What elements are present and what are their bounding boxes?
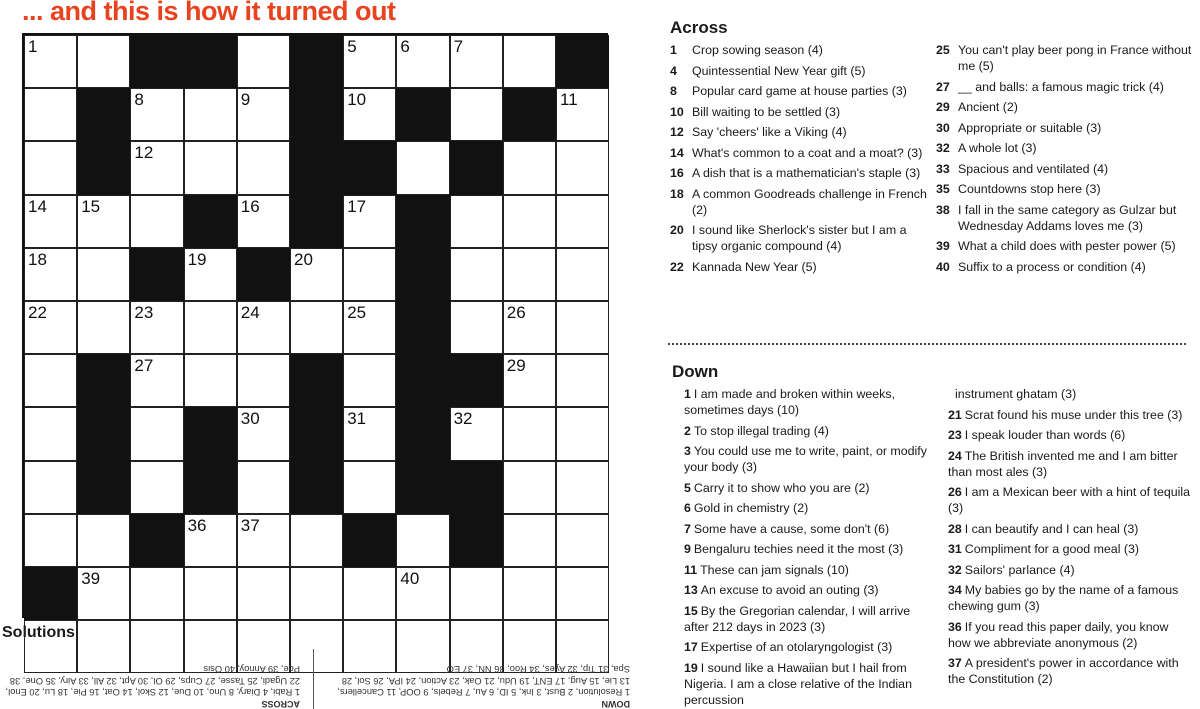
grid-cell-black bbox=[237, 248, 290, 301]
grid-cell[interactable] bbox=[343, 354, 396, 407]
grid-cell[interactable] bbox=[130, 141, 183, 194]
clue-number-label: 35 bbox=[936, 182, 950, 196]
grid-cell[interactable] bbox=[503, 407, 556, 460]
clue-number: 27 bbox=[134, 356, 154, 376]
grid-cell[interactable] bbox=[237, 35, 290, 88]
clue-number: 18 bbox=[28, 249, 47, 269]
grid-cell[interactable] bbox=[503, 35, 556, 88]
solutions-title: Solutions bbox=[2, 624, 75, 641]
grid-cell[interactable] bbox=[556, 407, 609, 460]
clue-number-label: 6 bbox=[684, 501, 691, 515]
crossword-grid bbox=[22, 33, 608, 618]
grid-cell[interactable] bbox=[450, 248, 503, 301]
clue-number-label: 18 bbox=[670, 186, 684, 201]
clue-text: I sound like Sherlock's sister but I am a tipsy organic compound (4) bbox=[692, 223, 907, 253]
clue-number: 29 bbox=[506, 356, 526, 376]
grid-cell[interactable] bbox=[77, 195, 130, 248]
grid-cell-black bbox=[290, 195, 343, 248]
clue-text: Popular card game at house parties (3) bbox=[692, 84, 907, 98]
clue-number-label: 20 bbox=[670, 223, 684, 237]
clue-text: You can't play beer pong in France without me (5) bbox=[958, 43, 1192, 73]
grid-cell[interactable] bbox=[556, 195, 609, 248]
grid-cell[interactable] bbox=[396, 35, 449, 88]
grid-cell[interactable] bbox=[503, 248, 556, 301]
clue-item bbox=[936, 202, 1192, 234]
grid-cell[interactable] bbox=[130, 407, 183, 460]
clue-item bbox=[936, 427, 1192, 443]
clue-number-label: 10 bbox=[670, 104, 684, 119]
grid-cell[interactable] bbox=[450, 88, 503, 141]
grid-cell[interactable] bbox=[343, 301, 396, 354]
grid-cell[interactable] bbox=[450, 301, 503, 354]
down-title: Down bbox=[672, 362, 719, 381]
grid-cell[interactable] bbox=[343, 407, 396, 460]
clue-text: instrument ghatam (3) bbox=[955, 387, 1077, 401]
clue-number-label: 13 bbox=[684, 583, 698, 597]
clue-number: 17 bbox=[347, 196, 367, 216]
clue-number: 39 bbox=[81, 569, 101, 588]
clue-text: Say 'cheers' like a Viking (4) bbox=[692, 125, 847, 139]
clue-text: If you read this paper daily, you know how we abbreviate anonymous (2) bbox=[948, 619, 1169, 650]
clue-number-label: 37 bbox=[948, 656, 962, 670]
grid-cell-black bbox=[450, 514, 503, 567]
clue-number: 40 bbox=[400, 569, 420, 588]
grid-cell[interactable] bbox=[343, 461, 396, 514]
clue-text: Bill waiting to be settled (3) bbox=[692, 104, 841, 119]
clue-text: I am a Mexican beer with a hint of tequila (3) bbox=[948, 485, 1191, 515]
solutions-across bbox=[0, 663, 300, 709]
clue-text: Countdowns stop here (3) bbox=[958, 182, 1101, 196]
clue-item bbox=[670, 104, 928, 120]
grid-cell[interactable] bbox=[237, 514, 290, 567]
across-clues-col2 bbox=[936, 42, 1192, 279]
clue-number-label: 32 bbox=[936, 141, 950, 155]
grid-cell[interactable] bbox=[237, 461, 290, 514]
grid-cell[interactable] bbox=[343, 35, 396, 88]
clue-item bbox=[672, 423, 930, 439]
grid-cell-black bbox=[396, 88, 449, 141]
clue-item bbox=[672, 521, 930, 537]
clue-item bbox=[936, 582, 1192, 614]
clue-item bbox=[670, 42, 928, 58]
clue-number-label: 33 bbox=[936, 161, 950, 176]
grid-cell[interactable] bbox=[24, 354, 77, 407]
grid-cell-black bbox=[290, 354, 343, 407]
clue-number-label: 16 bbox=[670, 166, 684, 180]
grid-cell[interactable] bbox=[450, 407, 503, 460]
clue-text: I fall in the same category as Gulzar but Wednesday Addams loves me (3) bbox=[958, 202, 1177, 233]
clue-item bbox=[670, 186, 928, 218]
grid-cell[interactable] bbox=[503, 461, 556, 514]
clue-number-label: 29 bbox=[936, 100, 950, 114]
clue-text: A dish that is a mathematician's staple (3) bbox=[692, 166, 921, 180]
grid-cell[interactable] bbox=[24, 35, 77, 88]
grid-cell[interactable] bbox=[556, 301, 609, 354]
clue-number: 15 bbox=[81, 196, 101, 216]
clue-number-label: 21 bbox=[948, 407, 962, 422]
clue-item bbox=[936, 42, 1192, 74]
clue-number: 32 bbox=[453, 409, 473, 429]
clue-number-label: 22 bbox=[670, 259, 684, 274]
clue-number: 25 bbox=[347, 303, 367, 322]
grid-cell-black bbox=[396, 248, 449, 301]
grid-cell-black bbox=[290, 141, 343, 194]
grid-cell[interactable] bbox=[503, 354, 556, 407]
grid-cell[interactable] bbox=[130, 88, 183, 141]
clue-text: To stop illegal trading (4) bbox=[693, 423, 829, 438]
clue-item bbox=[670, 222, 928, 254]
grid-cell-black bbox=[290, 88, 343, 141]
grid-cell[interactable] bbox=[396, 141, 449, 194]
clue-number: 9 bbox=[240, 90, 251, 110]
clue-text: What's common to a coat and a moat? (3) bbox=[692, 145, 923, 160]
grid-cell[interactable] bbox=[24, 248, 77, 301]
clue-number-label: 38 bbox=[936, 202, 950, 217]
clue-number: 12 bbox=[134, 143, 154, 163]
grid-cell[interactable] bbox=[24, 141, 77, 194]
solutions-upside-down bbox=[0, 644, 630, 709]
clue-item bbox=[936, 521, 1192, 537]
grid-cell[interactable] bbox=[556, 461, 609, 514]
clue-text: I speak louder than words (6) bbox=[964, 428, 1126, 442]
clue-number-label: 2 bbox=[684, 423, 691, 438]
grid-cell[interactable] bbox=[556, 567, 609, 620]
grid-cell-black bbox=[450, 461, 503, 514]
grid-cell[interactable] bbox=[24, 461, 77, 514]
grid-cell-black bbox=[290, 35, 343, 88]
section-divider bbox=[668, 343, 1186, 345]
grid-cell-black bbox=[343, 514, 396, 567]
across-clues-col1 bbox=[670, 42, 928, 279]
clue-text: Quintessential New Year gift (5) bbox=[692, 63, 866, 78]
clue-text: A president's power in accordance with the Constitution (2) bbox=[948, 656, 1179, 686]
clue-text: My babies go by the name of a famous chewing gum (3) bbox=[948, 583, 1179, 613]
solutions-down-text: 1 Resolution, 2 Bust, 3 Ink, 5 ID, 6 Au, 7 Rebels, 9 OOP, 11 Cancellers, 13 Lie, 15 Aug, 17 ENT, 19 Udu, 21 Oak, 23 Action, 24 IPA, 26 Sol, 28 Spa, 31 Tip, 32 Ayes, 34 Roo, 36 NN, 37 EO bbox=[337, 664, 630, 698]
clue-number-label: 40 bbox=[936, 259, 950, 274]
grid-cell-black bbox=[77, 88, 130, 141]
grid-cell[interactable] bbox=[396, 567, 449, 620]
clue-item bbox=[936, 181, 1192, 197]
grid-cell[interactable] bbox=[450, 567, 503, 620]
clue-item bbox=[936, 238, 1192, 254]
grid-cell-black bbox=[130, 35, 183, 88]
clue-text: Kannada New Year (5) bbox=[692, 259, 817, 274]
grid-cell[interactable] bbox=[77, 35, 130, 88]
clue-number: 36 bbox=[187, 515, 207, 535]
grid-cell-black bbox=[77, 354, 130, 407]
grid-cell[interactable] bbox=[450, 35, 503, 88]
grid-cell[interactable] bbox=[184, 141, 237, 194]
clue-number: 11 bbox=[560, 90, 578, 110]
clue-text: Scrat found his muse under this tree (3) bbox=[964, 407, 1183, 422]
clue-number: 31 bbox=[347, 409, 367, 429]
grid-cell[interactable] bbox=[503, 567, 556, 620]
grid-cell[interactable] bbox=[290, 301, 343, 354]
clue-number-label: 11 bbox=[684, 562, 698, 577]
clue-text: Compliment for a good meal (3) bbox=[964, 542, 1140, 556]
grid-cell[interactable] bbox=[237, 195, 290, 248]
clue-item bbox=[936, 562, 1192, 578]
grid-cell[interactable] bbox=[237, 407, 290, 460]
clue-item bbox=[670, 165, 928, 181]
clue-text: Ancient (2) bbox=[958, 100, 1018, 114]
clue-item bbox=[672, 603, 930, 635]
grid-cell-black bbox=[290, 407, 343, 460]
clue-text: Gold in chemistry (2) bbox=[693, 501, 809, 515]
solutions-down bbox=[330, 663, 630, 709]
clue-number-label: 5 bbox=[684, 480, 691, 495]
grid-cell-black bbox=[450, 354, 503, 407]
clue-number-label: 7 bbox=[684, 521, 691, 536]
clue-number: 6 bbox=[400, 37, 410, 56]
grid-cell[interactable] bbox=[130, 567, 183, 620]
grid-cell[interactable] bbox=[77, 567, 130, 620]
grid-cell[interactable] bbox=[130, 301, 183, 354]
clue-number-label: 25 bbox=[936, 43, 950, 57]
grid-cell[interactable] bbox=[503, 195, 556, 248]
clue-number-label: 26 bbox=[948, 485, 962, 499]
clue-number: 20 bbox=[294, 249, 313, 269]
clue-number-label: 17 bbox=[684, 640, 698, 654]
grid-cell-black bbox=[184, 461, 237, 514]
grid-cell-black bbox=[396, 301, 449, 354]
grid-cell[interactable] bbox=[77, 514, 130, 567]
clue-number-label: 1 bbox=[684, 387, 691, 401]
clue-number-label: 30 bbox=[936, 120, 950, 135]
clue-text: Suffix to a process or condition (4) bbox=[958, 259, 1146, 274]
clue-item bbox=[936, 484, 1192, 516]
clue-number: 14 bbox=[28, 196, 47, 216]
grid-cell[interactable] bbox=[503, 514, 556, 567]
grid-cell[interactable] bbox=[237, 567, 290, 620]
clue-number: 1 bbox=[28, 37, 38, 56]
grid-cell[interactable] bbox=[343, 248, 396, 301]
grid-cell-black bbox=[184, 407, 237, 460]
page-headline: ... and this is how it turned out bbox=[22, 0, 396, 26]
clue-item bbox=[670, 259, 928, 275]
grid-cell[interactable] bbox=[24, 88, 77, 141]
clue-item bbox=[672, 480, 930, 496]
clue-number: 8 bbox=[134, 90, 144, 110]
grid-cell-black bbox=[503, 88, 556, 141]
solutions-across-heading: ACROSS bbox=[261, 699, 300, 709]
clue-item bbox=[936, 79, 1192, 95]
clue-number-label: 36 bbox=[948, 619, 962, 634]
down-clues-col2 bbox=[936, 386, 1192, 692]
grid-cell[interactable] bbox=[130, 354, 183, 407]
grid-cell-black bbox=[290, 461, 343, 514]
clue-number-label: 19 bbox=[684, 660, 698, 675]
clue-item bbox=[672, 500, 930, 516]
clue-text: I can beautify and I can heal (3) bbox=[964, 521, 1139, 536]
grid-cell[interactable] bbox=[24, 407, 77, 460]
grid-cell-black bbox=[24, 567, 77, 620]
clue-item bbox=[936, 448, 1192, 480]
clue-number-label: 15 bbox=[684, 603, 698, 618]
solutions-across-text: 1 Rabi, 4 Diary, 8 Uno, 10 Due, 12 Skol, 14 Oat, 16 Pie, 18 Lu, 20 Enol, 22 Ugadi, 25 Tasse, 27 Cups, 29 Ol, 30 Apt, 32 All, 33 Airy, 35 One, 38 Poe, 39 Annoy, 40 Osis bbox=[5, 664, 300, 698]
grid-cell-black bbox=[77, 461, 130, 514]
clue-item bbox=[936, 161, 1192, 177]
grid-cell[interactable] bbox=[290, 567, 343, 620]
grid-cell[interactable] bbox=[24, 195, 77, 248]
clue-number-label: 4 bbox=[670, 63, 677, 78]
clue-item bbox=[672, 639, 930, 655]
clue-number-label: 9 bbox=[684, 542, 691, 556]
grid-cell[interactable] bbox=[184, 248, 237, 301]
clue-item bbox=[936, 259, 1192, 275]
grid-cell-black bbox=[130, 248, 183, 301]
clue-item bbox=[670, 83, 928, 99]
grid-cell-black bbox=[396, 195, 449, 248]
grid-cell[interactable] bbox=[77, 301, 130, 354]
clue-number-label: 1 bbox=[670, 43, 677, 57]
clue-item bbox=[672, 660, 930, 708]
grid-cell[interactable] bbox=[24, 514, 77, 567]
clue-number-label: 31 bbox=[948, 542, 962, 556]
clue-number-label: 14 bbox=[670, 145, 684, 160]
grid-cell[interactable] bbox=[184, 567, 237, 620]
solutions-divider bbox=[313, 649, 314, 709]
solutions-down-heading: DOWN bbox=[601, 699, 630, 709]
clue-text: The British invented me and I am bitter than most ales (3) bbox=[948, 448, 1178, 479]
grid-cell-black bbox=[396, 461, 449, 514]
grid-cell-black bbox=[77, 407, 130, 460]
across-title: Across bbox=[670, 18, 728, 37]
clue-text: Expertise of an otolaryngologist (3) bbox=[700, 640, 893, 654]
grid-cell[interactable] bbox=[237, 354, 290, 407]
clue-text: Carry it to show who you are (2) bbox=[693, 480, 870, 495]
clue-item bbox=[670, 63, 928, 79]
clue-number: 7 bbox=[453, 37, 464, 56]
clue-text: I am made and broken within weeks, sometimes days (10) bbox=[684, 387, 896, 417]
grid-cell-black bbox=[77, 141, 130, 194]
clue-text: These can jam signals (10) bbox=[700, 562, 849, 577]
clue-number-label: 28 bbox=[948, 521, 962, 536]
grid-cell-black bbox=[184, 35, 237, 88]
clue-text: By the Gregorian calendar, I will arrive after 212 days in 2023 (3) bbox=[684, 603, 911, 634]
clue-text: Sailors' parlance (4) bbox=[964, 562, 1075, 577]
down-clues-col1 bbox=[672, 386, 930, 709]
clue-text: You could use me to write, paint, or modify your body (3) bbox=[684, 444, 927, 474]
grid-cell[interactable] bbox=[184, 354, 237, 407]
clue-number: 5 bbox=[347, 37, 357, 56]
clue-number: 24 bbox=[240, 303, 260, 322]
clue-number-label: 27 bbox=[936, 79, 950, 94]
grid-cell[interactable] bbox=[184, 88, 237, 141]
clue-text: What a child does with pester power (5) bbox=[958, 239, 1176, 253]
clue-number-label: 3 bbox=[684, 444, 691, 458]
clue-text: A whole lot (3) bbox=[958, 141, 1037, 155]
clue-number: 22 bbox=[28, 303, 47, 322]
clue-number: 10 bbox=[347, 90, 367, 110]
grid-cell-black bbox=[396, 407, 449, 460]
grid-cell[interactable] bbox=[184, 514, 237, 567]
grid-cell[interactable] bbox=[290, 248, 343, 301]
grid-cell[interactable] bbox=[24, 301, 77, 354]
clue-item bbox=[936, 386, 1192, 402]
clue-item bbox=[936, 120, 1192, 136]
grid-cell[interactable] bbox=[556, 88, 609, 141]
clue-number-label: 23 bbox=[948, 428, 962, 442]
grid-cell[interactable] bbox=[556, 354, 609, 407]
grid-cell[interactable] bbox=[450, 195, 503, 248]
clue-number-label: 8 bbox=[670, 84, 677, 98]
clue-number: 30 bbox=[240, 409, 260, 429]
clue-number-label: 24 bbox=[948, 448, 962, 463]
clue-number: 26 bbox=[506, 303, 526, 322]
clue-item bbox=[672, 562, 930, 578]
grid-cell[interactable] bbox=[130, 461, 183, 514]
clue-number: 16 bbox=[240, 196, 260, 216]
grid-cell-black bbox=[130, 514, 183, 567]
clue-item bbox=[672, 386, 930, 418]
grid-cell[interactable] bbox=[343, 567, 396, 620]
clue-item bbox=[936, 140, 1192, 156]
clue-item bbox=[670, 124, 928, 140]
clue-number: 19 bbox=[187, 249, 207, 269]
grid-cell[interactable] bbox=[556, 141, 609, 194]
clue-text: Spacious and ventilated (4) bbox=[958, 161, 1109, 176]
grid-cell[interactable] bbox=[237, 301, 290, 354]
grid-cell[interactable] bbox=[77, 248, 130, 301]
grid-cell-black bbox=[343, 141, 396, 194]
clue-text: An excuse to avoid an outing (3) bbox=[700, 583, 879, 597]
clue-number: 23 bbox=[134, 303, 154, 322]
clue-item bbox=[670, 145, 928, 161]
grid-cell[interactable] bbox=[503, 301, 556, 354]
clue-number-label: 32 bbox=[948, 562, 962, 577]
clue-item bbox=[672, 443, 930, 475]
clue-item bbox=[936, 407, 1192, 423]
grid-cell[interactable] bbox=[130, 195, 183, 248]
grid-cell-black bbox=[450, 141, 503, 194]
clue-number: 37 bbox=[240, 515, 260, 535]
clue-text: I sound like a Hawaiian but I hail from Nigeria. I am a close relative of the Indian percussion bbox=[684, 660, 912, 707]
clue-text: Some have a cause, some don't (6) bbox=[693, 521, 890, 536]
grid-cell-black bbox=[396, 354, 449, 407]
clue-number-label: 34 bbox=[948, 583, 962, 597]
grid-cell[interactable] bbox=[290, 514, 343, 567]
clue-number-label: 39 bbox=[936, 239, 950, 253]
clue-item bbox=[936, 619, 1192, 651]
grid-cell[interactable] bbox=[184, 301, 237, 354]
clue-number-label: 12 bbox=[670, 125, 684, 139]
grid-cell[interactable] bbox=[396, 514, 449, 567]
clue-text: Appropriate or suitable (3) bbox=[958, 120, 1102, 135]
grid-cell[interactable] bbox=[503, 141, 556, 194]
clue-item bbox=[936, 541, 1192, 557]
clue-item bbox=[936, 655, 1192, 687]
grid-cell[interactable] bbox=[556, 514, 609, 567]
clue-text: __ and balls: a famous magic trick (4) bbox=[958, 79, 1164, 94]
clue-item bbox=[672, 541, 930, 557]
grid-cell-black bbox=[184, 195, 237, 248]
grid-cell[interactable] bbox=[343, 195, 396, 248]
grid-cell-black bbox=[556, 35, 609, 88]
clue-item bbox=[672, 582, 930, 598]
clue-text: Bengaluru techies need it the most (3) bbox=[693, 542, 904, 556]
clue-text: Crop sowing season (4) bbox=[692, 43, 823, 57]
clue-item bbox=[936, 99, 1192, 115]
clue-text: A common Goodreads challenge in French (2) bbox=[692, 186, 927, 217]
grid-cell[interactable] bbox=[556, 248, 609, 301]
grid-cell[interactable] bbox=[343, 88, 396, 141]
grid-cell[interactable] bbox=[237, 88, 290, 141]
grid-cell[interactable] bbox=[237, 141, 290, 194]
